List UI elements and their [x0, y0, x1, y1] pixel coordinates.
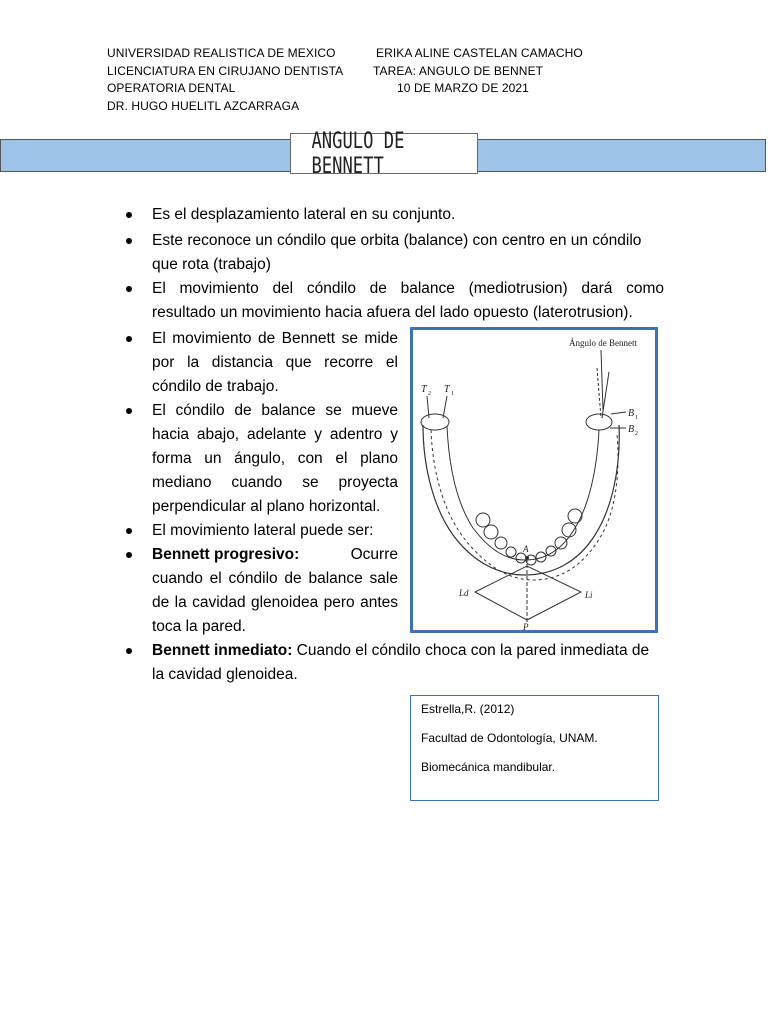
- citation-work: Biomecánica mandibular.: [421, 760, 556, 774]
- bullet-dot: [126, 286, 132, 292]
- university-name: UNIVERSIDAD REALISTICA DE MEXICO: [107, 46, 336, 60]
- bullet-dot: [126, 336, 132, 342]
- page-title: ANGULO DE BENNETT: [311, 128, 405, 179]
- citation-author: Estrella,R. (2012): [421, 702, 515, 716]
- professor-name: DR. HUGO HUELITL AZCARRAGA: [107, 99, 300, 113]
- bennett-angle-line-2: [602, 372, 609, 418]
- angle-label: Ángulo de Bennett: [569, 338, 637, 348]
- course-name: OPERATORIA DENTAL: [107, 81, 236, 95]
- task-name: TAREA: ANGULO DE BENNET: [373, 64, 544, 78]
- citation-box: [410, 695, 659, 801]
- right-condyle: [586, 414, 612, 430]
- mandible-outer: [423, 425, 619, 575]
- teeth: [476, 509, 582, 565]
- mandible-displaced: [431, 430, 618, 580]
- t1-label: T: [444, 384, 450, 395]
- mandible-inner: [447, 426, 599, 560]
- horizontal-plane: [475, 566, 581, 620]
- left-condyle: [421, 414, 449, 430]
- t1-sub: 1: [451, 391, 454, 397]
- b-leader-lines: [610, 412, 626, 428]
- program-name: LICENCIATURA EN CIRUJANO DENTISTA: [107, 64, 344, 78]
- ld-label: Ld: [459, 588, 469, 598]
- bullet-dot: [126, 238, 132, 244]
- b1-sub: 1: [635, 415, 638, 421]
- bullet-dot: [126, 408, 132, 414]
- student-name: ERIKA ALINE CASTELAN CAMACHO: [376, 46, 583, 60]
- p-label: P: [523, 622, 529, 630]
- b2-label: B: [628, 424, 635, 435]
- bennett-angle-figure: [410, 327, 658, 633]
- pointer-line: [601, 350, 603, 410]
- a-label: A: [523, 544, 529, 554]
- bullet-dot: [126, 552, 132, 558]
- li-label: Li: [585, 590, 593, 600]
- b1-label: B: [628, 408, 635, 419]
- t2-sub: 2: [428, 391, 431, 397]
- bullet-dot: [126, 648, 132, 654]
- citation-institution: Facultad de Odontología, UNAM.: [421, 731, 598, 745]
- date-text: 10 DE MARZO DE 2021: [397, 81, 529, 95]
- mandible-diagram: [413, 330, 655, 630]
- title-box: [290, 128, 478, 179]
- bullet-dot: [126, 528, 132, 534]
- bennett-angle-line-1: [597, 368, 601, 418]
- t2-label: T: [421, 384, 427, 395]
- b2-sub: 2: [635, 431, 638, 437]
- bullet-dot: [126, 212, 132, 218]
